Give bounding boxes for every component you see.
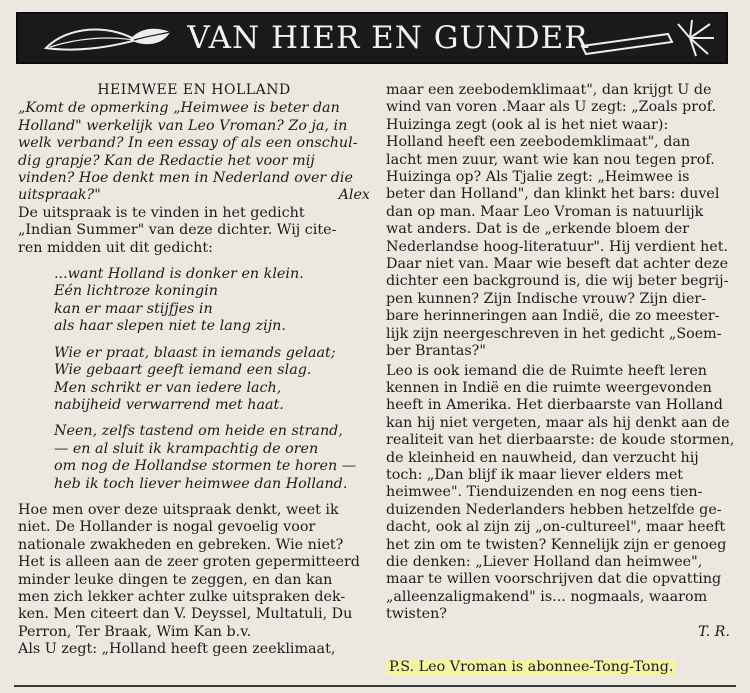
article-heading: HEIMWEE EN HOLLAND bbox=[97, 82, 291, 98]
text-line: vinden? Hoe denkt men in Nederland over die bbox=[18, 170, 353, 187]
poem-line: kan er maar stijfjes in bbox=[54, 300, 213, 317]
text-line: kennen in Indië en die ruimte weergevonden bbox=[386, 379, 712, 396]
poem-line: ...want Holland is donker en klein. bbox=[54, 266, 304, 283]
text-line: bare herinneringen aan Indië, die zo meester- bbox=[386, 308, 720, 325]
text-line: minder leuke dingen te zeggen, en dan kan bbox=[18, 571, 333, 588]
text-line: men zich lekker achter zulke uitspraken dek- bbox=[18, 588, 346, 605]
question-author: Alex bbox=[338, 187, 370, 204]
text-line: nationale zwakheden en gebreken. Wie niet? bbox=[18, 536, 344, 553]
text-line: dan op man. Maar Leo Vroman is natuurlijk bbox=[386, 203, 704, 220]
text-line: uitspraak?" Alex bbox=[18, 187, 370, 204]
text-line: wind van voren .Maar als U zegt: „Zoals prof. bbox=[386, 99, 717, 116]
poem-line: Wie er praat, blaast in iemands gelaat; bbox=[54, 344, 336, 361]
postscript-note: P.S. Leo Vroman is abonnee-Tong-Tong. bbox=[386, 659, 676, 676]
text-line: De uitspraak is te vinden in het gedicht bbox=[18, 204, 305, 221]
author-signature: T. R. bbox=[698, 623, 730, 640]
text-line: Als U zegt: „Holland heeft geen zeeklimaat, bbox=[18, 641, 336, 658]
poem-quote bbox=[18, 266, 370, 493]
text-line: twisten? bbox=[386, 606, 447, 623]
text-line: ken. Men citeert dan V. Deyssel, Multatuli, Du bbox=[18, 606, 353, 623]
reader-question bbox=[18, 100, 370, 257]
text-line: „Komt de opmerking „Heimwee is beter dan bbox=[18, 100, 340, 117]
text-line: toch: „Dan blijf ik maar liever elders met bbox=[386, 466, 684, 483]
text-line: Holland heeft een zeebodemklimaat", dan bbox=[386, 134, 691, 151]
text-line: Nederlandse hoog-literatuur". Hij verdient het. bbox=[386, 238, 729, 255]
poem-line: Eén lichtroze koningin bbox=[54, 283, 218, 300]
text-line: Daar niet van. Maar wie beseft dat achter deze bbox=[386, 256, 729, 273]
poem-line: — en al sluit ik krampachtig de oren bbox=[54, 440, 319, 457]
text-line: Het is alleen aan de zeer groten gepermitteerd bbox=[18, 554, 360, 571]
text-line: niet. De Hollander is nogal gevoelig voor bbox=[18, 519, 316, 536]
leaf-ornament-icon bbox=[38, 18, 188, 60]
firework-ornament-icon bbox=[578, 18, 718, 60]
poem-line: Men schrikt er van iedere lach, bbox=[54, 379, 282, 396]
text-line: dig grapje? Kan de Redactie het voor mij bbox=[18, 152, 315, 169]
text-line: maar te willen voorschrijven dat die opvatting bbox=[386, 571, 722, 588]
text-line: Huizinga op? Als Tjalie zegt: „Heimwee is bbox=[386, 169, 690, 186]
text-line: wat anders. Dat is de „erkende bloem der bbox=[386, 221, 690, 238]
text-line: die denken: „Liever Holland dan heimwee", bbox=[386, 553, 703, 570]
text-line: „alleenzaligmakend" is... nogmaals, waarom bbox=[386, 588, 708, 605]
bottom-rule bbox=[14, 685, 736, 687]
text-line: kan hij niet vergeten, maar als hij denkt aan de bbox=[386, 414, 730, 431]
text-line: lacht men zuur, want wie kan nou tegen prof. bbox=[386, 151, 715, 168]
text-line: heeft in Amerika. Het dierbaarste van Holland bbox=[386, 397, 723, 414]
text-line: het zin om te twisten? Kennelijk zijn er genoeg bbox=[386, 536, 727, 553]
text-line: Huizinga zegt (ook al is het niet waar): bbox=[386, 116, 669, 133]
text-line: welk verband? In een essay of als een onschul- bbox=[18, 135, 358, 152]
text-line: dacht, ook al zijn zij „on-cultureel", maar heeft bbox=[386, 519, 726, 536]
text-line: de kleinheid en nauwheid, dan verzucht hij bbox=[386, 449, 699, 466]
text-line: Hoe men over deze uitspraak denkt, weet ik bbox=[18, 501, 339, 518]
text-line: Perron, Ter Braak, Wim Kan b.v. bbox=[18, 623, 252, 640]
text-line: lijk zijn neergeschreven in het gedicht „Soem- bbox=[386, 325, 722, 342]
poem-line: nabijheid verwarrend met haat. bbox=[54, 396, 284, 413]
poem-line: Wie gebaart geeft iemand een slag. bbox=[54, 362, 312, 379]
text-line: heimwee". Tienduizenden en nog eens tien- bbox=[386, 484, 703, 501]
text-line: dichter een background is, die wij beter begrij- bbox=[386, 273, 729, 290]
poem-line: heb ik toch liever heimwee dan Holland. bbox=[54, 475, 348, 492]
text-line: „Indian Summer" van deze dichter. Wij cite- bbox=[18, 222, 337, 239]
poem-line: Neen, zelfs tastend om heide en strand, bbox=[54, 423, 343, 440]
left-column bbox=[18, 82, 370, 659]
signature-line bbox=[386, 624, 736, 641]
text-line: ber Brantas?" bbox=[386, 343, 486, 360]
article-body-right-2 bbox=[386, 363, 736, 624]
text-line: maar een zeebodemklimaat", dan krijgt U de bbox=[386, 82, 712, 98]
section-banner bbox=[16, 12, 728, 64]
article-body-left bbox=[18, 502, 370, 659]
poem-line: als haar slepen niet te lang zijn. bbox=[54, 318, 286, 335]
text-line: Holland" werkelijk van Leo Vroman? Zo ja, in bbox=[18, 117, 348, 134]
text-line: Leo is ook iemand die de Ruimte heeft leren bbox=[386, 362, 707, 379]
text-line: pen kunnen? Zijn Indische vrouw? Zijn dier- bbox=[386, 290, 707, 307]
article-body-right-1 bbox=[386, 82, 736, 361]
banner-title: VAN HIER EN GUNDER bbox=[187, 20, 589, 56]
text-line: beter dan Holland", dan klinkt het bars: duvel bbox=[386, 186, 720, 203]
right-column bbox=[386, 82, 736, 676]
text-line: realiteit van het dierbaarste: de koude stormen, bbox=[386, 432, 735, 449]
text-line: duizenden Nederlanders hebben hetzelfde ge- bbox=[386, 501, 722, 518]
poem-line: om nog de Hollandse stormen te horen — bbox=[54, 458, 357, 475]
text-line: ren midden uit dit gedicht: bbox=[18, 239, 213, 256]
